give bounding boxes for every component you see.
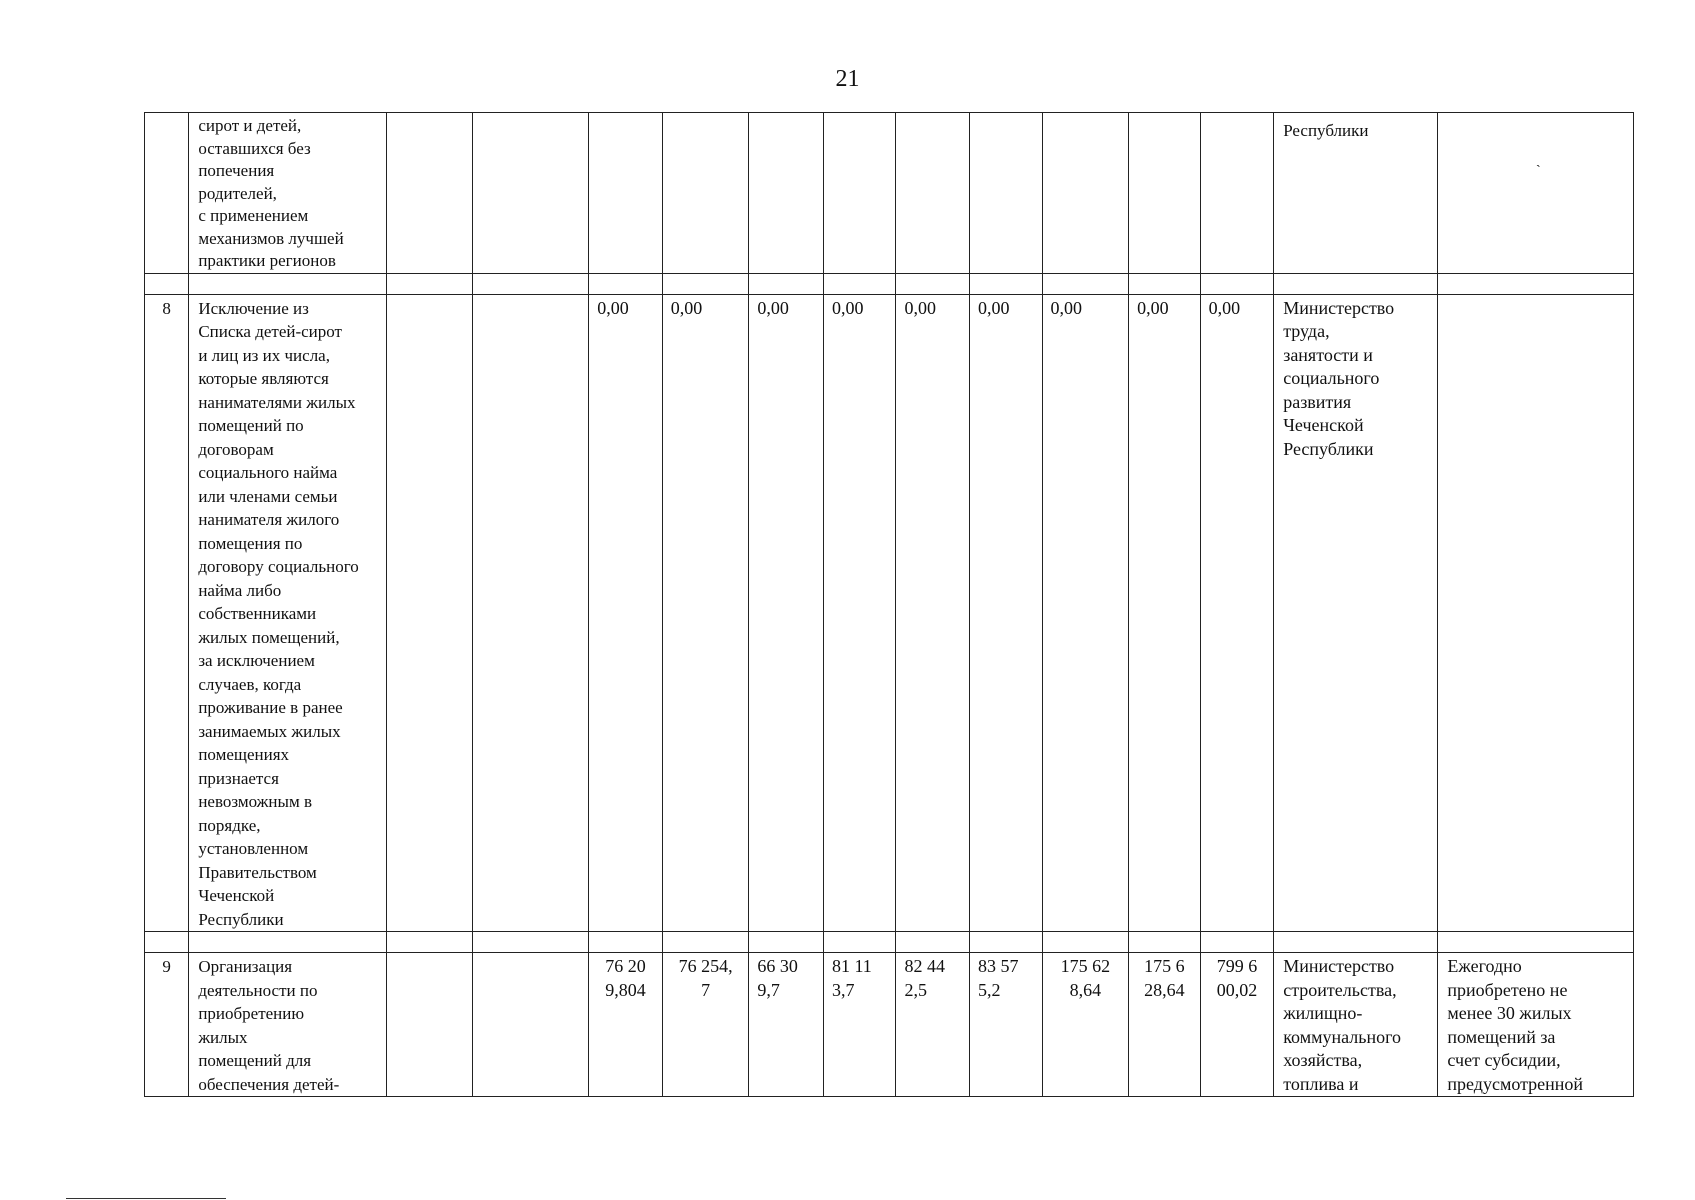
value-cell: 66 30 9,7 <box>749 953 824 1097</box>
value-cell: 0,00 <box>1129 294 1201 932</box>
page-number: 21 <box>835 66 860 92</box>
value-cell <box>1200 113 1274 274</box>
value-cell: 0,00 <box>896 294 970 932</box>
responsible-executor: Министерство строительства, жилищно- коммунального хозяйства, топлива и <box>1274 953 1438 1097</box>
cell-empty <box>386 294 473 932</box>
value-cell: 82 44 2,5 <box>896 953 970 1097</box>
value-cell: 0,00 <box>589 294 663 932</box>
value-cell: 76 254, 7 <box>662 953 749 1097</box>
value-cell <box>896 113 970 274</box>
cell-empty <box>473 294 589 932</box>
value-cell: 175 6 28,64 <box>1129 953 1201 1097</box>
value-cell: 0,00 <box>1200 294 1274 932</box>
value-cell: 0,00 <box>1042 294 1129 932</box>
value-cell: 0,00 <box>823 294 896 932</box>
value-cell: 799 6 00,02 <box>1200 953 1274 1097</box>
value-cell <box>823 113 896 274</box>
spacer-row <box>145 273 1634 294</box>
table-row-continuation <box>145 113 1634 274</box>
value-cell <box>749 113 824 274</box>
value-cell: 83 57 5,2 <box>970 953 1043 1097</box>
value-cell: 0,00 <box>749 294 824 932</box>
row-number <box>145 113 189 274</box>
value-cell: 0,00 <box>662 294 749 932</box>
value-cell: 0,00 <box>970 294 1043 932</box>
row-number: 8 <box>145 294 189 932</box>
expected-result <box>1438 294 1634 932</box>
responsible-executor: Министерство труда, занятости и социального развития Чеченской Республики <box>1274 294 1438 932</box>
value-cell <box>970 113 1043 274</box>
table-row-8 <box>145 294 1634 932</box>
value-cell: 175 62 8,64 <box>1042 953 1129 1097</box>
cell-empty <box>386 113 473 274</box>
program-table <box>144 112 1634 1097</box>
cell-empty <box>386 953 473 1097</box>
value-cell: 76 20 9,804 <box>589 953 663 1097</box>
cell-empty <box>473 953 589 1097</box>
responsible-executor: Республики <box>1274 113 1438 274</box>
expected-result <box>1438 113 1634 274</box>
footnote-separator <box>66 1198 226 1199</box>
value-cell <box>1042 113 1129 274</box>
table-row-9 <box>145 953 1634 1097</box>
stray-mark: ˏ <box>1536 153 1541 168</box>
value-cell <box>589 113 663 274</box>
spacer-row <box>145 932 1634 953</box>
expected-result: Ежегодно приобретено не менее 30 жилых помещений за счет субсидии, предусмотренной <box>1438 953 1634 1097</box>
measure-name: Организация деятельности по приобретению жилых помещений для обеспечения детей- <box>189 953 386 1097</box>
measure-name: Исключение из Списка детей-сирот и лиц из их числа, которые являются нанимателями жилых помещений по договорам социального найма или членами семьи нанимателя жилого помещения по договору социального найма либо собственниками жилых помещений, за исключением случаев, когда проживание в ранее занимаемых жилых помещениях признается невозможным в порядке, установленном Правительством Чеченской Республики <box>189 294 386 932</box>
value-cell <box>662 113 749 274</box>
measure-name: сирот и детей, оставшихся без попечения родителей, с применением механизмов лучшей практики регионов <box>189 113 386 274</box>
value-cell <box>1129 113 1201 274</box>
value-cell: 81 11 3,7 <box>823 953 896 1097</box>
row-number: 9 <box>145 953 189 1097</box>
cell-empty <box>473 113 589 274</box>
